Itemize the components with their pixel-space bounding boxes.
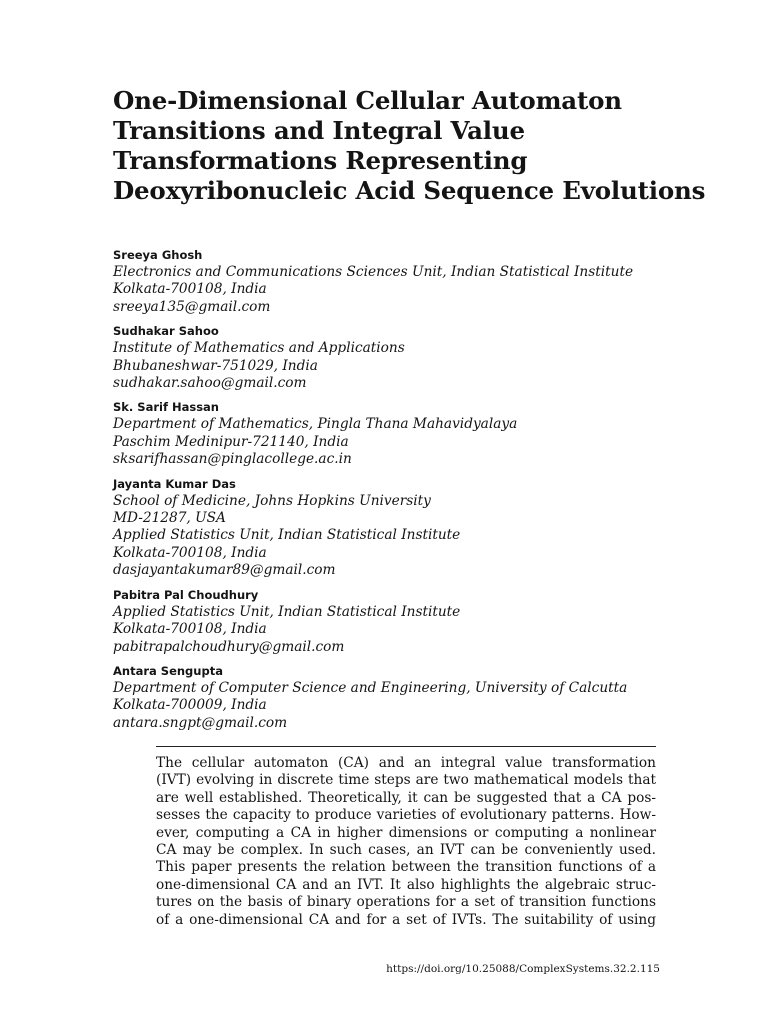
author-email: sudhakar.sahoo@gmail.com	[113, 375, 307, 392]
affiliation-line: Institute of Mathematics and Applications	[113, 340, 405, 357]
title-line: Transitions and Integral Value	[113, 116, 525, 145]
affiliation-line: Paschim Medinipur-721140, India	[113, 433, 349, 450]
title-line: Deoxyribonucleic Acid Sequence Evolutions	[113, 176, 706, 205]
author-email: pabitrapalchoudhury@gmail.com	[113, 638, 345, 655]
author-block	[113, 588, 713, 656]
abstract-divider	[156, 746, 656, 747]
author-block	[113, 400, 713, 468]
author-block	[113, 664, 713, 732]
paper-title	[113, 86, 713, 206]
author-email: dasjayantakumar89@gmail.com	[113, 562, 336, 579]
affiliation-line: Applied Statistics Unit, Indian Statistical Institute	[113, 603, 461, 620]
author-list	[113, 248, 713, 740]
affiliation-line: Electronics and Communications Sciences Unit, Indian Statistical Institute	[113, 264, 634, 280]
abstract-line: CA may be complex. In such cases, an IVT can be conveniently used.	[156, 842, 656, 859]
author-block	[113, 477, 713, 580]
doi-link[interactable]: https://doi.org/10.25088/ComplexSystems.32.2.115	[386, 963, 660, 975]
abstract-line: tures on the basis of binary operations for a set of transition functions	[156, 894, 656, 911]
affiliation-line: School of Medicine, Johns Hopkins University	[113, 492, 431, 509]
affiliation-line: Kolkata-700108, India	[113, 621, 267, 638]
affiliation-line: Bhubaneshwar-751029, India	[113, 357, 318, 374]
abstract	[156, 755, 656, 929]
abstract-line: one-dimensional CA and an IVT. It also highlights the algebraic struc-	[156, 876, 656, 893]
author-block	[113, 248, 713, 316]
affiliation-line: Kolkata-700108, India	[113, 544, 267, 561]
abstract-line: of a one-dimensional CA and for a set of IVTs. The suitability of using	[156, 911, 656, 928]
abstract-line: (IVT) evolving in discrete time steps are two mathematical models that	[156, 772, 656, 789]
author-email: sreeya135@gmail.com	[113, 298, 271, 315]
affiliation-line: Kolkata-700108, India	[113, 281, 267, 298]
abstract-line: This paper presents the relation between the transition functions of a	[156, 859, 656, 876]
author-name: Antara Sengupta	[113, 663, 223, 678]
affiliation-line: Applied Statistics Unit, Indian Statistical Institute	[113, 527, 461, 544]
title-line: Transformations Representing	[113, 146, 528, 175]
author-block	[113, 324, 713, 392]
abstract-line: ever, computing a CA in higher dimensions or computing a nonlinear	[156, 824, 656, 841]
affiliation-line: MD-21287, USA	[113, 510, 226, 527]
abstract-line: are well established. Theoretically, it can be suggested that a CA pos-	[156, 789, 656, 806]
author-name: Sreeya Ghosh	[113, 248, 203, 262]
author-email: antara.sngpt@gmail.com	[113, 714, 288, 731]
abstract-line: The cellular automaton (CA) and an integral value transformation	[156, 755, 656, 771]
author-name: Sk. Sarif Hassan	[113, 400, 219, 415]
affiliation-line: Department of Computer Science and Engineering, University of Calcutta	[113, 679, 628, 696]
abstract-line: sesses the capacity to produce varieties of evolutionary patterns. How-	[156, 807, 656, 824]
title-line: One-Dimensional Cellular Automaton	[113, 86, 622, 115]
author-name: Sudhakar Sahoo	[113, 324, 219, 339]
author-email: sksarifhassan@pinglacollege.ac.in	[113, 451, 352, 468]
affiliation-line: Kolkata-700009, India	[113, 697, 267, 714]
author-name: Pabitra Pal Choudhury	[113, 587, 259, 602]
affiliation-line: Department of Mathematics, Pingla Thana Mahavidyalaya	[113, 416, 518, 433]
author-name: Jayanta Kumar Das	[113, 476, 236, 491]
